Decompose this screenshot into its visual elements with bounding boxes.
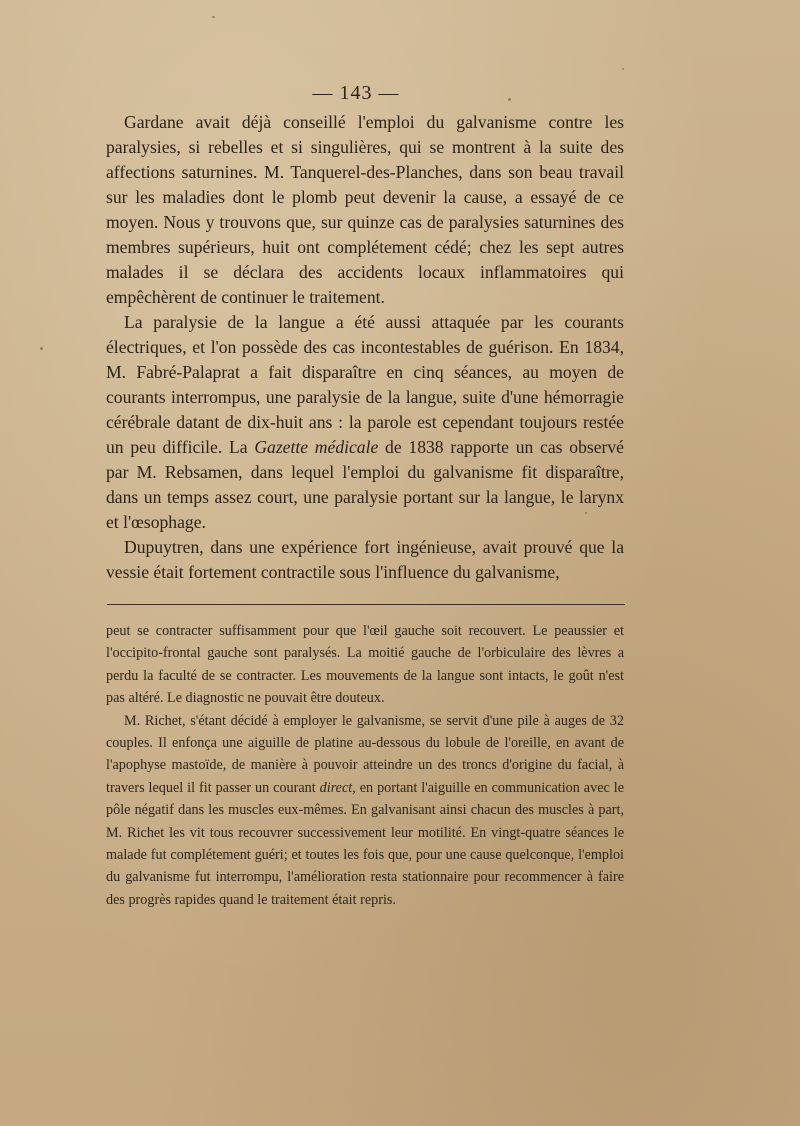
journal-title: Gazette médicale (254, 437, 379, 457)
main-paragraph (106, 310, 624, 535)
main-text (106, 110, 624, 585)
footnote-paragraph (106, 710, 624, 912)
main-paragraph: Dupuytren, dans une expérience fort ingénieuse, avait prouvé que la vessie était fortement contractile sous l'influence du galvanisme, (106, 537, 624, 582)
footnote-divider (107, 604, 625, 605)
footnote-continuation: peut se contracter suffisamment pour que l'œil gauche soit recouvert. Le peaussier et l'occipito-frontal gauche sont paralysés. La moitié gauche de l'orbiculaire des lèvres a perdu la faculté de se contracter. Les mouvements de la langue sont intacts, le goût n'est pas altéré. Le diagnostic ne pouvait être douteux. (106, 623, 624, 707)
main-paragraph-text: La paralysie de la langue a été aussi attaquée par les courants électriques, et l'on possède des cas incontestables de guérison. En 1834, M. Fabré-Palaprat a fait disparaître en cinq séances, au moyen de courants interrompus, une paralysie de la langue, suite d'une hémorragie cérébrale datant de dix-huit ans : la parole est cependant toujours restée un peu difficile. La (106, 312, 624, 457)
footnote-text: en portant l'aiguille en communication avec le pôle négatif dans les muscles eux-mêmes. En galvanisant ainsi chacun des muscles à part, M. Richet les vit tous recouvrer successivement leur motilité. En vingt-quatre séances le malade fut complétement guéri; et toutes les fois que, pour une cause quelconque, l'emploi du galvanisme fut interrompu, l'amélioration resta stationnaire pour recommencer à faire des progrès rapides quand le traitement était repris. (106, 779, 624, 908)
page-number: — 143 — (312, 82, 400, 104)
main-paragraph-text: de 1838 rapporte un cas observé par M. Rebsamen, dans lequel l'emploi du galvanisme fit disparaître, dans un temps assez court, une paralysie portant sur la langue, le larynx et l'œsophage. (106, 437, 624, 532)
paper-speck (622, 68, 624, 70)
footnote-text: M. Richet, s'étant décidé à employer le galvanisme, se servit d'une pile à auges de 32 couples. Il enfonça une aiguille de platine au-dessous du lobule de l'oreille, en avant de l'apophyse mastoïde, de manière à pouvoir atteindre un des troncs d'origine du facial, à travers lequel il fit passer un courant (106, 712, 624, 796)
paper-speck (40, 347, 43, 350)
main-paragraph: Gardane avait déjà conseillé l'emploi du galvanisme contre les paralysies, si rebelles et si singulières, qui se montrent à la suite des affections saturnines. M. Tanquerel-des-Planches, dans son beau travail sur les maladies dont le plomb peut devenir la cause, a essayé de ce moyen. Nous y trouvons que, sur quinze cas de paralysies saturnines des membres supérieurs, huit ont complétement cédé; chez les sept autres malades il se déclara des accidents locaux inflammatoires qui empêchèrent de continuer le traitement. (106, 112, 624, 307)
paper-speck (212, 16, 215, 18)
footnote (106, 620, 624, 911)
footnote-emphasis: direct, (319, 779, 356, 796)
